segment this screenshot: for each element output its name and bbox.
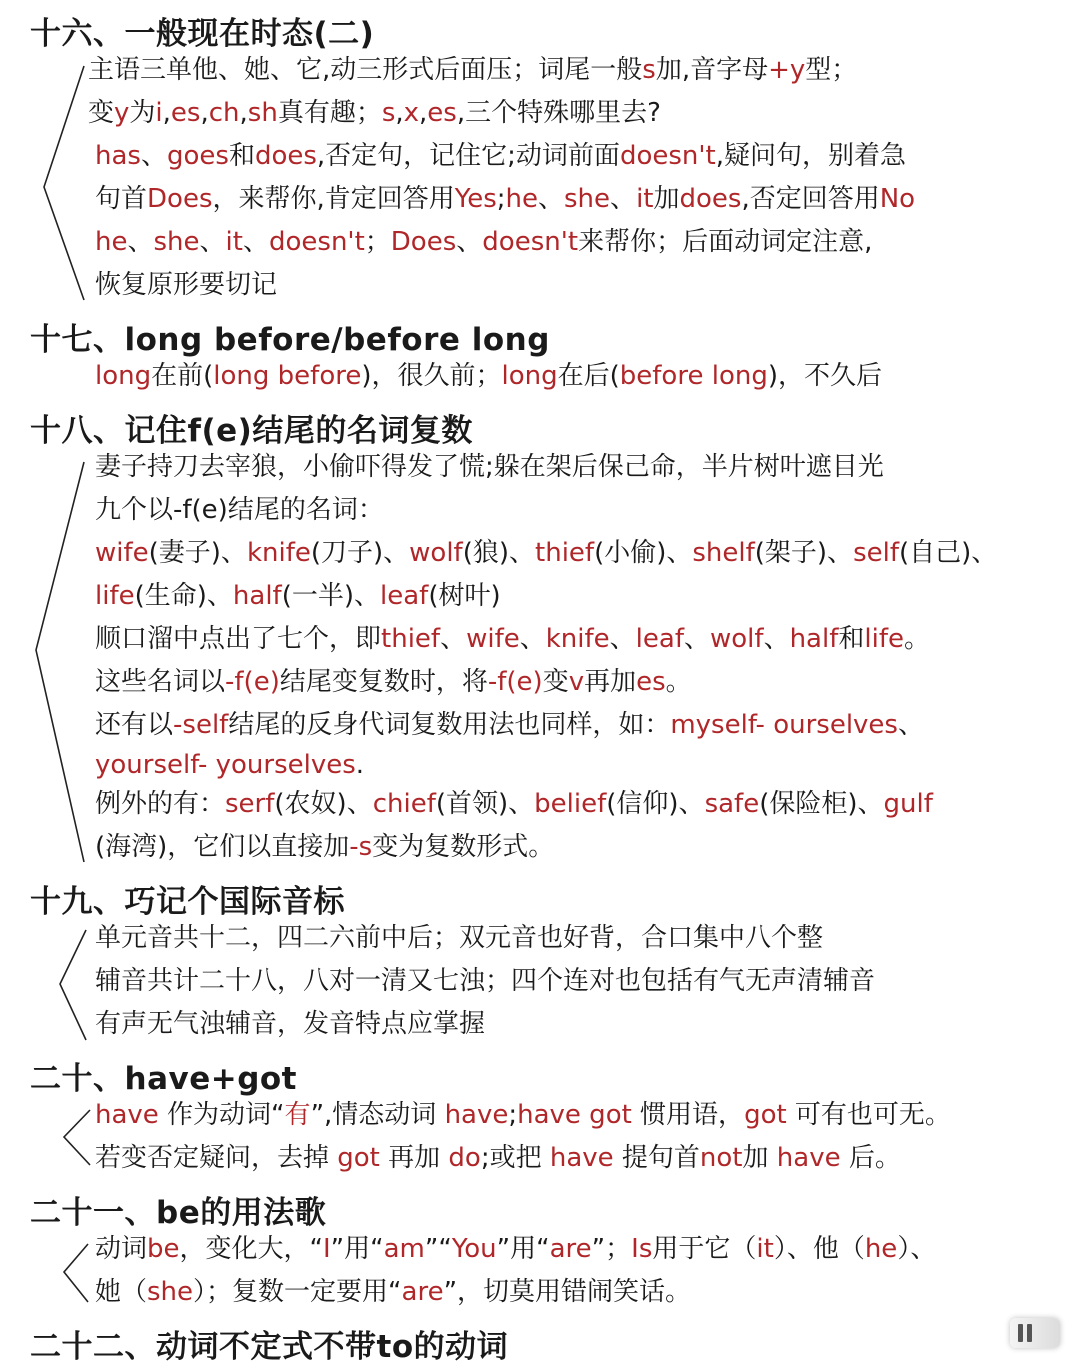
plain-text: (保险柜)、: [759, 789, 884, 819]
plain-text: ；: [364, 227, 391, 257]
plain-text: ,: [200, 98, 209, 128]
keyword-text: myself- ourselves: [670, 710, 898, 740]
plain-text: ，变化大，“: [179, 1234, 323, 1264]
keyword-text: Does: [147, 184, 213, 214]
keyword-text: s: [642, 55, 656, 85]
keyword-text: es: [636, 667, 666, 697]
plain-text: .: [355, 750, 365, 780]
keyword-text: got: [744, 1100, 787, 1130]
plain-text: (树叶): [428, 581, 501, 611]
plain-text: 有声无气浊辅音，发音特点应掌握: [95, 1009, 486, 1039]
plain-text: 句首: [95, 184, 148, 214]
plain-text: 作为动词“: [158, 1100, 285, 1130]
keyword-text: es: [427, 98, 457, 128]
keyword-text: chief: [372, 789, 436, 819]
plain-text: 结尾的反身代词复数用法也同样，如：: [228, 710, 671, 740]
keyword-text: she: [153, 227, 200, 257]
plain-text: 、: [609, 624, 636, 654]
keyword-text: have: [776, 1143, 841, 1173]
keyword-text: Yes: [454, 184, 497, 214]
keyword-text: wolf: [409, 538, 463, 568]
plain-text: ;: [496, 184, 506, 214]
keyword-text: leaf: [635, 624, 684, 654]
keyword-text: safe: [704, 789, 760, 819]
plain-text: 、: [610, 184, 637, 214]
plain-text: 和: [228, 141, 255, 171]
plain-text: ,: [395, 98, 404, 128]
plain-text: 再加: [584, 667, 637, 697]
plain-text: ”；: [591, 1234, 632, 1264]
plain-text: 可有也可无。: [786, 1100, 951, 1130]
keyword-text: x: [403, 98, 420, 128]
keyword-text: he: [864, 1234, 898, 1264]
plain-text: (首领)、: [435, 789, 535, 819]
s19-line-2: [95, 966, 875, 997]
keyword-text: have: [549, 1143, 614, 1173]
keyword-text: she: [564, 184, 611, 214]
s16-line-3: [95, 141, 906, 172]
plain-text: 例外的有：: [95, 789, 226, 819]
keyword-text: have: [95, 1100, 159, 1130]
keyword-text: life: [864, 624, 904, 654]
plain-text: ，来帮你,肯定回答用: [212, 184, 455, 214]
s18-line-8: [95, 750, 364, 781]
plain-text: 真有趣；: [277, 98, 382, 128]
plain-text: 惯用语，: [631, 1100, 745, 1130]
keyword-text: serf: [225, 789, 275, 819]
plain-text: 若变否定疑问，去掉: [95, 1143, 338, 1173]
section-21-title: 二十一、be的用法歌: [30, 1195, 327, 1231]
keyword-text: she: [147, 1277, 194, 1307]
keyword-text: I: [323, 1234, 331, 1264]
plain-text: 、: [683, 624, 710, 654]
keyword-text: not: [699, 1143, 743, 1173]
keyword-text: s: [381, 98, 396, 128]
plain-text: 恢复原形要切记: [95, 270, 278, 300]
plain-text: 再加: [379, 1143, 449, 1173]
keyword-text: it: [225, 227, 243, 257]
plain-text: ,三个特殊哪里去?: [456, 98, 661, 128]
keyword-text: are: [401, 1277, 444, 1307]
keyword-text: knife: [246, 538, 311, 568]
keyword-text: -f(e): [225, 667, 280, 697]
plain-text: 、: [897, 710, 924, 740]
keyword-text: half: [232, 581, 282, 611]
keyword-text: yourself- yourselves: [95, 750, 356, 780]
keyword-text: goes: [166, 141, 229, 171]
keyword-text: life: [95, 581, 135, 611]
pause-toggle-button[interactable]: [1010, 1318, 1060, 1348]
s16-line-2: [88, 98, 661, 129]
brace-s18: [36, 462, 84, 862]
keyword-text: leaf: [380, 581, 429, 611]
plain-text: 、: [763, 624, 790, 654]
section-17-title: 十七、long before/before long: [30, 322, 550, 358]
keyword-text: sh: [247, 98, 278, 128]
keyword-text: thief: [381, 624, 441, 654]
plain-text: ,: [239, 98, 248, 128]
plain-text: (海湾)，它们以直接加: [95, 832, 350, 862]
keyword-text: +y: [768, 55, 806, 85]
keyword-text: does: [254, 141, 317, 171]
plain-text: (一半)、: [281, 581, 380, 611]
keyword-text: have got: [517, 1100, 632, 1130]
keyword-text: are: [549, 1234, 592, 1264]
plain-text: 型；: [805, 55, 858, 85]
plain-text: 妻子持刀去宰狼，小偷吓得发了慌;躲在架后保己命，半片树叶遮目光: [95, 452, 884, 482]
keyword-text: y: [114, 98, 130, 128]
keyword-text: long: [501, 361, 558, 391]
section-19-title: 十九、巧记个国际音标: [30, 884, 345, 920]
plain-text: 九个以-f(e)结尾的名词：: [95, 495, 384, 525]
pause-icon-bar: [1027, 1324, 1032, 1342]
keyword-text: -s: [349, 832, 373, 862]
keyword-text: it: [636, 184, 654, 214]
plain-text: ）、: [897, 1234, 937, 1264]
keyword-text: wife: [95, 538, 149, 568]
plain-text: (农奴)、: [274, 789, 373, 819]
plain-text: 、: [456, 227, 483, 257]
keyword-text: it: [756, 1234, 774, 1264]
keyword-text: ch: [208, 98, 240, 128]
plain-text: ”,情态动词: [310, 1100, 445, 1130]
s19-line-3: [95, 1009, 485, 1040]
pause-icon-bar: [1018, 1324, 1023, 1342]
keyword-text: has: [95, 141, 141, 171]
plain-text: 在后(: [557, 361, 620, 391]
s18-line-10: [95, 832, 554, 863]
plain-text: 和: [838, 624, 865, 654]
plain-text: )，很久前；: [361, 361, 502, 391]
keyword-text: long before: [213, 361, 362, 391]
plain-text: ）；复数一定要用“: [193, 1277, 402, 1307]
keyword-text: wife: [466, 624, 520, 654]
plain-text: 辅音共计二十八，八对一清又七浊；四个连对也包括有气无声清辅音: [95, 966, 876, 996]
plain-text: ,: [419, 98, 428, 128]
s18-line-7: [95, 710, 924, 741]
section-16-title: 十六、一般现在时态(二): [30, 16, 375, 52]
plain-text: 、: [199, 227, 226, 257]
plain-text: ”用“: [496, 1234, 550, 1264]
plain-text: 变为复数形式。: [372, 832, 555, 862]
keyword-text: have: [444, 1100, 509, 1130]
keyword-text: Does: [390, 227, 457, 257]
plain-text: 、: [440, 624, 467, 654]
plain-text: 在前(: [151, 361, 214, 391]
keyword-text: doesn't: [268, 227, 365, 257]
plain-text: (自己)、: [898, 538, 998, 568]
plain-text: 来帮你；后面动词定注意,: [578, 227, 873, 257]
keyword-text: half: [789, 624, 839, 654]
keyword-text: got: [337, 1143, 380, 1173]
keyword-text: be: [147, 1234, 180, 1264]
plain-text: 提句首: [613, 1143, 700, 1173]
plain-text: 加: [742, 1143, 777, 1173]
plain-text: (小偷)、: [594, 538, 693, 568]
keyword-text: 有: [284, 1100, 311, 1130]
plain-text: 结尾变复数时，将: [279, 667, 488, 697]
plain-text: 顺口溜中点出了七个，即: [95, 624, 382, 654]
keyword-text: i: [155, 98, 163, 128]
keyword-text: he: [95, 227, 128, 257]
keyword-text: No: [879, 184, 916, 214]
plain-text: 、: [242, 227, 269, 257]
section-20-title: 二十、have+got: [30, 1061, 298, 1097]
plain-text: 主语三单他、她、它,动三形式后面压；词尾一般: [88, 55, 643, 85]
plain-text: (信仰)、: [606, 789, 705, 819]
s21-line-2: [95, 1277, 691, 1308]
s16-line-6: [95, 270, 277, 301]
section-18-title: 十八、记住f(e)结尾的名词复数: [30, 413, 473, 449]
plain-text: ”用“: [330, 1234, 384, 1264]
s16-line-4: [95, 184, 915, 215]
keyword-text: belief: [534, 789, 607, 819]
brace-s20: [64, 1110, 90, 1165]
plain-text: ,否定句，记住它;动词前面: [316, 141, 620, 171]
plain-text: (架子)、: [754, 538, 854, 568]
plain-text: 加,音字母: [655, 55, 769, 85]
plain-text: 、: [519, 624, 546, 654]
plain-text: ”“: [424, 1234, 452, 1264]
plain-text: ”，切莫用错闹笑话。: [443, 1277, 692, 1307]
keyword-text: doesn't: [619, 141, 716, 171]
plain-text: 为: [129, 98, 156, 128]
s18-line-2: [95, 495, 384, 526]
plain-text: 还有以: [95, 710, 174, 740]
s18-line-3: [95, 538, 997, 569]
s18-line-6: [95, 667, 692, 698]
s20-line-2: [95, 1143, 901, 1174]
s16-line-5: [95, 227, 872, 258]
brace-s21: [64, 1244, 88, 1302]
plain-text: 动词: [95, 1234, 148, 1264]
plain-text: 、: [538, 184, 565, 214]
plain-text: 她（: [95, 1277, 148, 1307]
plain-text: 这些名词以: [95, 667, 226, 697]
plain-text: 用于它（: [652, 1234, 757, 1264]
s17-line-1: [95, 361, 882, 392]
s18-line-5: [95, 624, 930, 655]
plain-text: (刀子)、: [310, 538, 410, 568]
plain-text: 、: [127, 227, 154, 257]
keyword-text: long: [95, 361, 152, 391]
keyword-text: -self: [173, 710, 229, 740]
plain-text: (妻子)、: [148, 538, 247, 568]
s18-line-4: [95, 581, 501, 612]
s18-line-9: [95, 789, 933, 820]
s18-line-1: [95, 452, 884, 483]
brace-s16: [44, 66, 84, 300]
keyword-text: es: [170, 98, 201, 128]
keyword-text: thief: [535, 538, 595, 568]
plain-text: ,: [162, 98, 171, 128]
keyword-text: You: [451, 1234, 497, 1264]
s19-line-1: [95, 923, 823, 954]
keyword-text: does: [679, 184, 742, 214]
plain-text: (生命)、: [134, 581, 233, 611]
keyword-text: do: [448, 1143, 481, 1173]
plain-text: ;: [508, 1100, 518, 1130]
plain-text: 。: [665, 667, 692, 697]
plain-text: 变: [88, 98, 115, 128]
s21-line-1: [95, 1234, 936, 1265]
keyword-text: shelf: [692, 538, 755, 568]
plain-text: ,否定回答用: [741, 184, 880, 214]
plain-text: ,疑问句，别着急: [715, 141, 906, 171]
plain-text: )，不久后: [767, 361, 882, 391]
plain-text: 后。: [840, 1143, 901, 1173]
brace-s19: [60, 930, 86, 1040]
keyword-text: he: [505, 184, 538, 214]
keyword-text: self: [853, 538, 899, 568]
keyword-text: gulf: [883, 789, 933, 819]
plain-text: 。: [904, 624, 931, 654]
s20-line-1: [95, 1100, 951, 1131]
keyword-text: knife: [545, 624, 610, 654]
keyword-text: doesn't: [482, 227, 579, 257]
keyword-text: Is: [631, 1234, 653, 1264]
plain-text: (狼)、: [462, 538, 536, 568]
keyword-text: wolf: [710, 624, 764, 654]
keyword-text: am: [383, 1234, 425, 1264]
plain-text: 加: [653, 184, 680, 214]
keyword-text: -f(e): [487, 667, 543, 697]
plain-text: 、: [140, 141, 167, 171]
plain-text: ）、他（: [773, 1234, 865, 1264]
plain-text: 单元音共十二，四二六前中后；双元音也好背，合口集中八个整: [95, 923, 824, 953]
keyword-text: before long: [619, 361, 768, 391]
keyword-text: v: [568, 667, 585, 697]
s16-line-1: [88, 55, 857, 86]
section-22-title: 二十二、动词不定式不带to的动词: [30, 1329, 509, 1365]
plain-text: 变: [542, 667, 569, 697]
plain-text: ;或把: [480, 1143, 550, 1173]
